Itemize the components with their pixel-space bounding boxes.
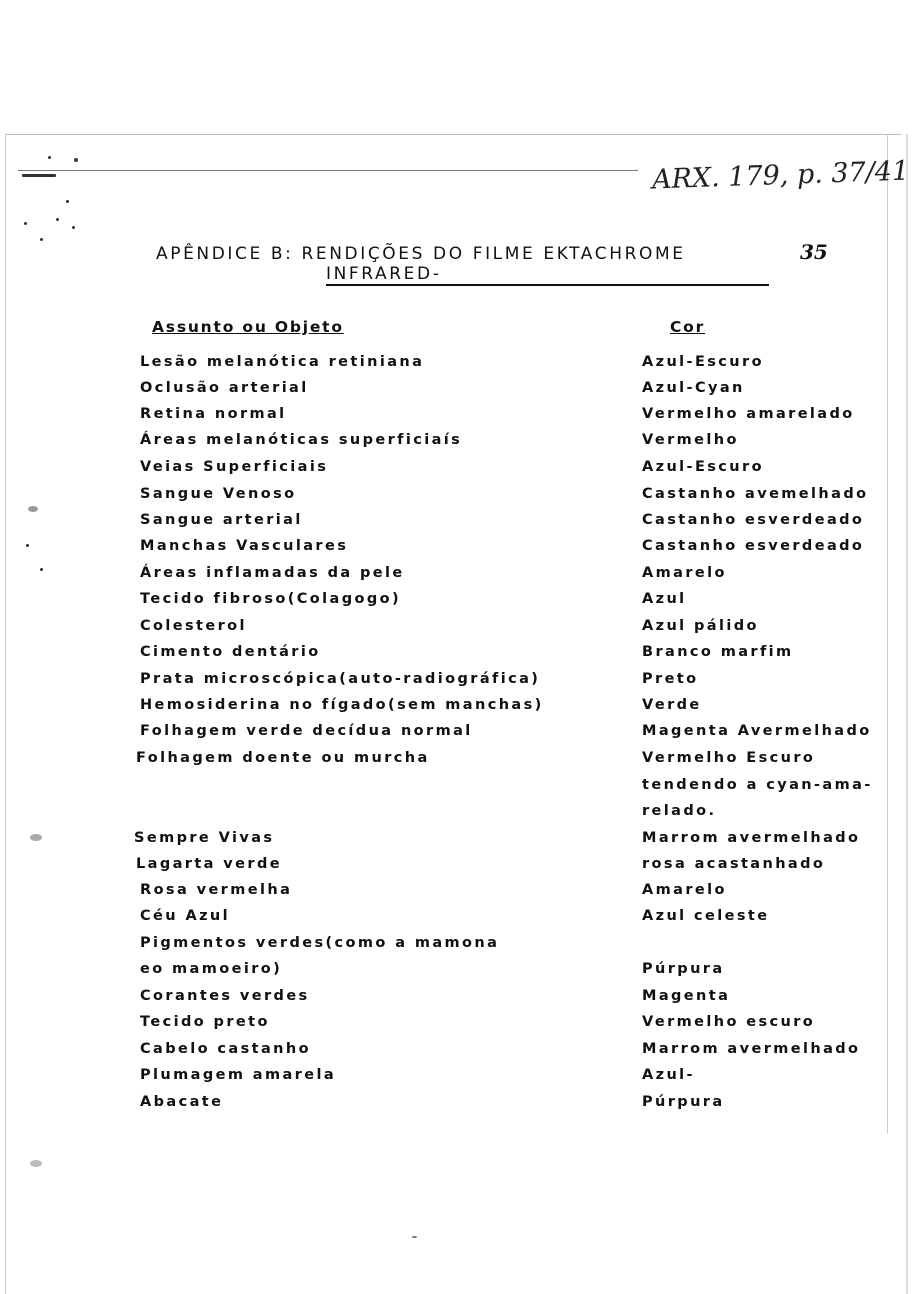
scan-speck: [24, 222, 27, 225]
table-row: [0, 803, 913, 829]
subject-cell: Prata microscópica(auto-radiográfica): [140, 671, 541, 687]
color-cell: Amarelo: [642, 882, 727, 898]
subject-cell: Lesão melanótica retiniana: [140, 354, 425, 370]
table-row: [0, 1067, 913, 1093]
subject-cell: Cabelo castanho: [140, 1041, 311, 1057]
color-cell: Púrpura: [642, 961, 725, 977]
subject-cell: Tecido preto: [140, 1014, 270, 1030]
table-row: [0, 723, 913, 749]
subject-cell: Manchas Vasculares: [140, 538, 349, 554]
color-cell: Azul-Cyan: [642, 380, 745, 396]
subject-cell: Cimento dentário: [140, 644, 321, 660]
subject-cell: Colesterol: [140, 618, 247, 634]
scan-speck: [48, 156, 51, 159]
color-cell: tendendo a cyan-ama-: [642, 777, 873, 793]
page-number: 35: [800, 240, 828, 264]
subject-cell: Veias Superficiais: [140, 459, 329, 475]
handwritten-reference: ARX. 179, p. 37/41: [651, 155, 910, 196]
color-cell: Púrpura: [642, 1094, 725, 1110]
table-row: [0, 908, 913, 934]
color-cell: Amarelo: [642, 565, 727, 581]
table-row: [0, 961, 913, 987]
table-row: [0, 354, 913, 380]
table-row: [0, 777, 913, 803]
table-row: [0, 618, 913, 644]
color-cell: Castanho esverdeado: [642, 538, 865, 554]
scan-speck: [22, 174, 56, 177]
scan-speck: [72, 226, 75, 229]
color-cell: Marrom avermelhado: [642, 830, 861, 846]
color-cell: Magenta: [642, 988, 731, 1004]
color-cell: Azul celeste: [642, 908, 770, 924]
color-cell: Vermelho escuro: [642, 1014, 816, 1030]
color-cell: Vermelho Escuro: [642, 750, 816, 766]
page-title: APÊNDICE B: RENDIÇÕES DO FILME EKTACHROME: [156, 244, 686, 264]
title-underline: [326, 284, 769, 286]
subject-cell: Céu Azul: [140, 908, 231, 924]
color-cell: Azul-Escuro: [642, 459, 764, 475]
subject-cell: Sangue arterial: [140, 512, 303, 528]
subject-cell: Áreas melanóticas superficiaís: [140, 432, 463, 448]
table-row: [0, 935, 913, 961]
table-row: [0, 750, 913, 776]
subject-cell: Folhagem verde decídua normal: [140, 723, 473, 739]
subject-cell: Lagarta verde: [136, 856, 282, 872]
color-cell: Preto: [642, 671, 699, 687]
color-cell: Vermelho amarelado: [642, 406, 855, 422]
table-row: [0, 644, 913, 670]
scan-speck: [56, 218, 59, 221]
subject-cell: Plumagem amarela: [140, 1067, 337, 1083]
table-row: [0, 671, 913, 697]
color-cell: Branco marfim: [642, 644, 794, 660]
subject-cell: Áreas inflamadas da pele: [140, 565, 405, 581]
subject-cell: Sangue Venoso: [140, 486, 297, 502]
column-header-color: Cor: [670, 318, 706, 336]
subject-cell: Sempre Vivas: [134, 830, 275, 846]
table-row: [0, 697, 913, 723]
scan-speck: [66, 200, 69, 203]
subject-cell: Oclusão arterial: [140, 380, 309, 396]
color-cell: Azul pálido: [642, 618, 759, 634]
subject-cell: Tecido fibroso(Colagogo): [140, 591, 402, 607]
column-header-subject: Assunto ou Objeto: [152, 318, 344, 336]
color-cell: Azul-: [642, 1067, 695, 1083]
table-row: [0, 830, 913, 856]
scan-speck: [412, 1236, 417, 1238]
table-row: [0, 988, 913, 1014]
table-row: [0, 406, 913, 432]
subject-cell: Hemosiderina no fígado(sem manchas): [140, 697, 544, 713]
subject-cell: Corantes verdes: [140, 988, 310, 1004]
subject-cell: Retina normal: [140, 406, 287, 422]
color-cell: Castanho avemelhado: [642, 486, 869, 502]
table-row: [0, 1094, 913, 1120]
color-cell: rosa acastanhado: [642, 856, 826, 872]
color-cell: Magenta Avermelhado: [642, 723, 872, 739]
table-row: [0, 459, 913, 485]
subject-cell: Abacate: [140, 1094, 224, 1110]
table-row: [0, 856, 913, 882]
subject-cell: Folhagem doente ou murcha: [136, 750, 430, 766]
color-cell: Castanho esverdeado: [642, 512, 865, 528]
color-cell: Verde: [642, 697, 702, 713]
subject-cell: Rosa vermelha: [140, 882, 293, 898]
table-row: [0, 432, 913, 458]
color-cell: Marrom avermelhado: [642, 1041, 861, 1057]
table-row: [0, 512, 913, 538]
color-cell: Azul-Escuro: [642, 354, 764, 370]
scan-speck: [40, 238, 43, 241]
subject-cell: Pigmentos verdes(como a mamona: [140, 935, 500, 951]
table-row: [0, 1014, 913, 1040]
table-row: [0, 565, 913, 591]
color-cell: relado.: [642, 803, 717, 819]
table-row: [0, 380, 913, 406]
table-row: [0, 1041, 913, 1067]
scan-rule-line: [18, 170, 638, 171]
scan-speck: [74, 158, 78, 162]
table-row: [0, 486, 913, 512]
table-row: [0, 591, 913, 617]
page-title-continued: INFRARED-: [326, 264, 442, 284]
color-cell: Azul: [642, 591, 687, 607]
scan-speck: [30, 1160, 42, 1167]
scan-border-top: [6, 134, 901, 135]
table-row: [0, 538, 913, 564]
color-cell: Vermelho: [642, 432, 739, 448]
subject-cell: eo mamoeiro): [140, 961, 283, 977]
table-row: [0, 882, 913, 908]
